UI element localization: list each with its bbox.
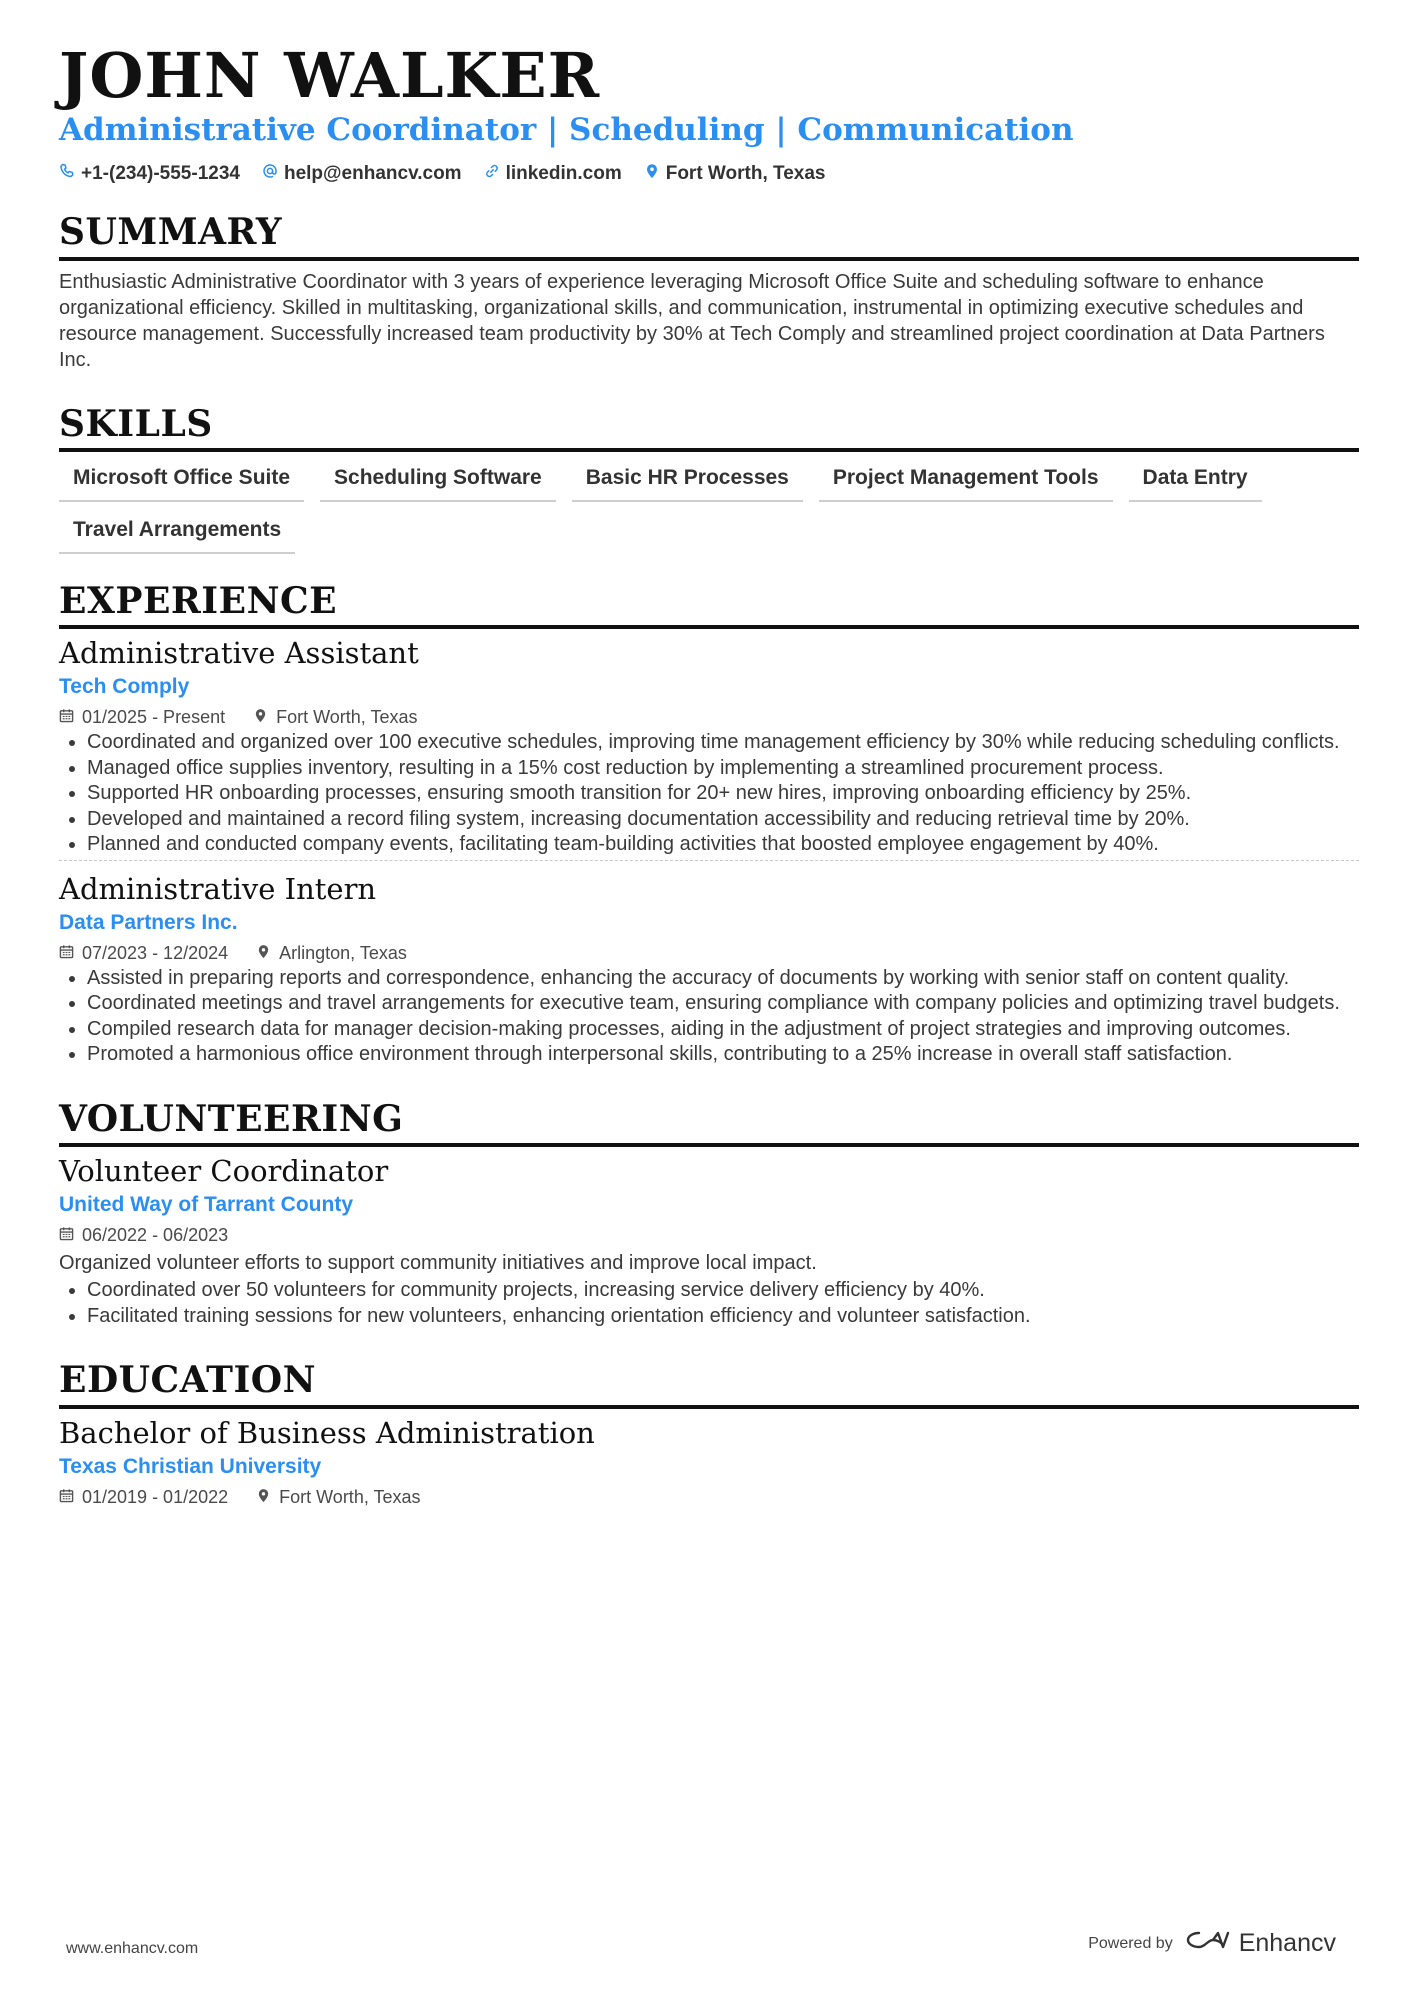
at-icon (262, 163, 278, 185)
achievement-item: • Supported HR onboarding processes, ensuring smooth transition for 20+ new hires, improving onboarding efficiency by 25%. (87, 781, 1359, 807)
brand-logo (1185, 1928, 1336, 1959)
summary-heading: SUMMARY (59, 211, 1359, 260)
footer-branding[interactable] (1088, 1928, 1336, 1959)
email-text: help@enhancv.com (283, 163, 462, 185)
calendar-icon (59, 1225, 74, 1246)
volunteering-section (59, 1098, 1359, 1329)
achievement-item: • Planned and conducted company events, facilitating team-building activities that boosted employee engagement by 40%. (87, 832, 1359, 858)
resume-content (59, 39, 1359, 1508)
location-pin-icon (644, 163, 660, 185)
calendar-icon (59, 1487, 74, 1508)
summary-text: Enthusiastic Administrative Coordinator with 3 years of experience leveraging Microsoft Office Suite and scheduling software to enhance organizational efficiency. Skilled in multitasking, organizational skills, and communication, instrumental in optimizing executive schedules and resource management. Successfully increased team productivity by 30% at Tech Comply and streamlined project coordination at Data Partners Inc. (59, 270, 1325, 371)
job-meta (59, 707, 1359, 728)
achievement-list (59, 730, 1359, 858)
education-meta (59, 1487, 1359, 1508)
contact-bar (59, 163, 1359, 185)
footer-website[interactable]: www.enhancv.com (66, 1940, 199, 1957)
skill-tag: Microsoft Office Suite (59, 460, 304, 502)
calendar-icon (59, 943, 74, 964)
powered-by-label: Powered by (1088, 1934, 1173, 1952)
location-pin-icon (256, 943, 271, 964)
achievement-item: • Facilitated training sessions for new volunteers, enhancing orientation efficiency and volunteer satisfaction. (87, 1304, 1359, 1330)
skills-heading: SKILLS (59, 403, 1359, 452)
achievement-item: • Compiled research data for manager decision-making processes, aiding in the adjustment of project strategies and improving outcomes. (87, 1017, 1359, 1043)
summary-section (59, 211, 1359, 372)
job-dates (59, 943, 228, 964)
linkedin-text: linkedin.com (505, 163, 622, 185)
achievement-item: • Developed and maintained a record filing system, increasing documentation accessibility and reducing retrieval time by 20%. (87, 807, 1359, 833)
candidate-headline: Administrative Coordinator | Scheduling | Communication (59, 112, 1074, 149)
job-title: Administrative Assistant (59, 635, 419, 670)
enhancv-logo-icon (1185, 1928, 1231, 1959)
achievement-item: • Assisted in preparing reports and correspondence, enhancing the accuracy of documents by working with senior staff on content quality. (87, 966, 1359, 992)
volunteer-dates (59, 1225, 228, 1246)
volunteering-entry (59, 1147, 1359, 1329)
job-meta (59, 943, 1359, 964)
skills-list (59, 460, 1359, 554)
location-pin-icon (253, 707, 268, 728)
job-location (253, 707, 417, 728)
skill-tag: Basic HR Processes (572, 460, 803, 502)
skill-tag: Data Entry (1129, 460, 1262, 502)
job-dates-text: 07/2023 - 12/2024 (82, 942, 229, 963)
experience-heading: EXPERIENCE (59, 580, 1359, 629)
volunteer-org: United Way of Tarrant County (59, 1193, 353, 1217)
volunteer-achievement-list (59, 1278, 1359, 1329)
experience-entry (59, 860, 1359, 1068)
contact-email[interactable] (262, 163, 462, 185)
experience-entry (59, 629, 1359, 858)
achievement-item: • Coordinated meetings and travel arrangements for executive team, ensuring compliance with company policies and optimizing travel budgets. (87, 991, 1359, 1017)
school-name: Texas Christian University (59, 1454, 322, 1478)
volunteer-meta (59, 1225, 1359, 1246)
education-location-text: Fort Worth, Texas (279, 1486, 421, 1507)
job-title: Administrative Intern (59, 871, 377, 906)
degree-name: Bachelor of Business Administration (59, 1415, 595, 1450)
contact-location (644, 163, 826, 185)
education-location (256, 1487, 420, 1508)
volunteer-description: Organized volunteer efforts to support community initiatives and improve local impact. (59, 1252, 817, 1275)
skill-tag: Travel Arrangements (59, 512, 295, 554)
achievement-item: • Managed office supplies inventory, resulting in a 15% cost reduction by implementing a streamlined procurement process. (87, 756, 1359, 782)
skill-tag: Project Management Tools (819, 460, 1113, 502)
skill-tag: Scheduling Software (320, 460, 556, 502)
volunteering-heading: VOLUNTEERING (59, 1098, 1359, 1147)
company-name: Tech Comply (59, 675, 190, 699)
education-dates (59, 1487, 228, 1508)
candidate-name: JOHN WALKER (59, 39, 601, 112)
volunteer-role: Volunteer Coordinator (59, 1154, 389, 1189)
job-location (256, 943, 407, 964)
achievement-list (59, 966, 1359, 1068)
job-dates-text: 01/2025 - Present (82, 707, 226, 728)
location-text: Fort Worth, Texas (665, 163, 826, 185)
volunteer-dates-text: 06/2022 - 06/2023 (82, 1225, 229, 1246)
job-dates (59, 707, 225, 728)
skills-section (59, 403, 1359, 554)
phone-icon (59, 163, 75, 185)
achievement-item: • Promoted a harmonious office environment through interpersonal skills, contributing to a 25% increase in overall staff satisfaction. (87, 1042, 1359, 1068)
location-pin-icon (256, 1487, 271, 1508)
phone-text: +1-(234)-555-1234 (81, 163, 240, 185)
brand-name: Enhancv (1238, 1929, 1336, 1957)
education-dates-text: 01/2019 - 01/2022 (82, 1486, 229, 1507)
company-name: Data Partners Inc. (59, 910, 238, 934)
education-heading: EDUCATION (59, 1359, 1359, 1408)
contact-phone[interactable] (59, 163, 240, 185)
job-location-text: Fort Worth, Texas (276, 707, 418, 728)
education-section (59, 1359, 1359, 1507)
achievement-item: • Coordinated over 50 volunteers for community projects, increasing service delivery efficiency by 40%. (87, 1278, 1359, 1304)
job-location-text: Arlington, Texas (279, 942, 407, 963)
link-icon (484, 163, 500, 185)
experience-section (59, 580, 1359, 1068)
calendar-icon (59, 707, 74, 728)
education-entry (59, 1409, 1359, 1508)
contact-linkedin[interactable] (484, 163, 622, 185)
achievement-item: • Coordinated and organized over 100 executive schedules, improving time management efficiency by 30% while reducing scheduling conflicts. (87, 730, 1359, 756)
